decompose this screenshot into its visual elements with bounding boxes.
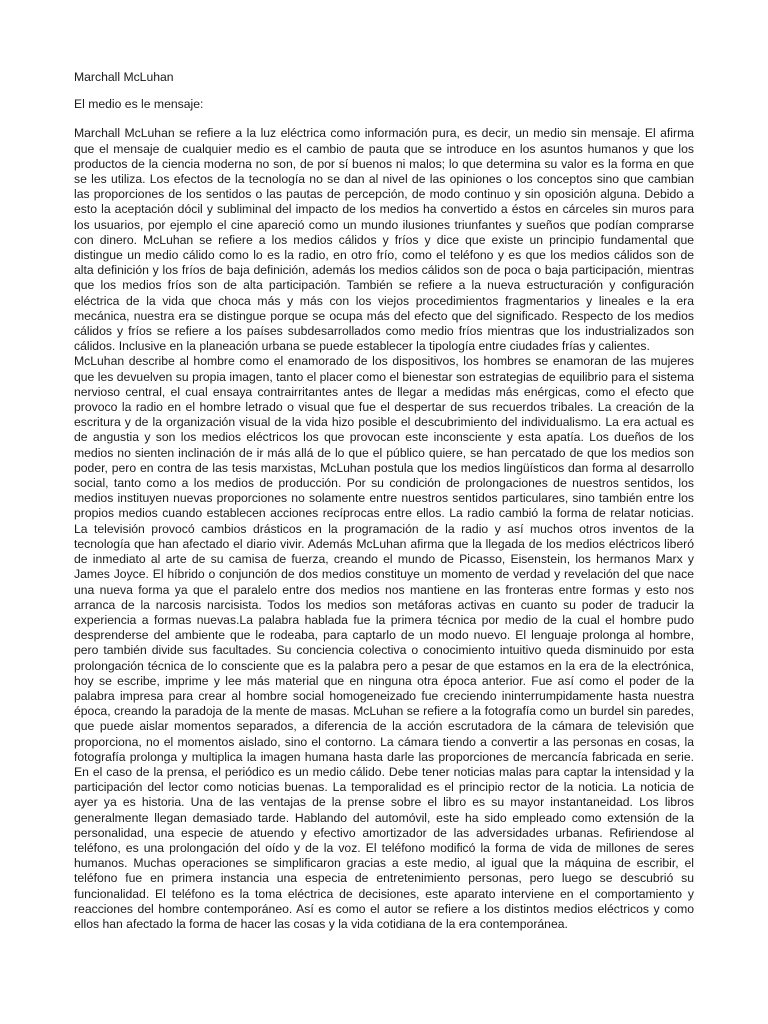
author-name: Marchall McLuhan <box>74 70 174 84</box>
document-page <box>74 70 694 932</box>
paragraph-main: McLuhan describe al hombre como el enamorado de los dispositivos, los hombres se enamoran de las mujeres que les devuelven su propia imagen, tanto el placer como el bienestar son estrategias de equilibrio para el sistema nervioso central, el cual ensaya contrairritantes antes de llegar a medidas más enérgicas, como el efecto que provoco la radio en el hombre letrado o visual que fue el despertar de sus recuerdos tribales. La creación de la escritura y de la organización visual de la vida hizo posible el descubrimiento del individualismo. La era actual es de angustia y son los medios eléctricos los que provocan este inconsciente y esta apatía. Los dueños de los medios no sienten inclinación de ir más allá de lo que el público quiere, se han percatado de que los medios son poder, pero en contra de las tesis marxistas, McLuhan postula que los medios lingüísticos dan forma al desarrollo social, tanto como a los medios de producción. Por su condición de prolongaciones de nuestros sentidos, los medios instituyen nuevas proporciones no solamente entre nuestros sentidos particulares, sino también entre los propios medios cuando establecen acciones recíprocas entre ellos. La radio cambió la forma de relatar noticias. La televisión provocó cambios drásticos en la programación de la radio y así muchos otros inventos de la tecnología que han afectado el diario vivir. Además McLuhan afirma que la llegada de los medios eléctricos liberó de inmediato al arte de su camisa de fuerza, creando el mundo de Picasso, Eisenstein, los hermanos Marx y James Joyce. El híbrido o conjunción de dos medios constituye un momento de verdad y revelación del que nace una nueva forma ya que el paralelo entre dos medios nos mantiene en las fronteras entre formas y esto nos arranca de la narcosis narcisista. Todos los medios son metáforas activas en cuanto su poder de traducir la experiencia a formas nuevas.La palabra hablada fue la primera técnica por medio de la cual el hombre pudo desprenderse del ambiente que le rodeaba, para captarlo de un modo nuevo. El lenguaje prolonga al hombre, pero también divide sus facultades. Su conciencia colectiva o conocimiento intuitivo queda disminuido por esta prolongación técnica de lo consciente que es la palabra pero a pesar de que estamos en la era de la electrónica, hoy se escribe, imprime y lee más material que en ninguna otra época anterior. Fue así como el poder de la palabra impresa para crear al hombre social homogeneizado fue creciendo ininterrumpidamente hasta nuestra época, creando la paradoja de la mente de masas. McLuhan se refiere a la fotografía como un burdel sin paredes, que puede aislar momentos separados, a diferencia de la acción escrutadora de la cámara de televisión que proporciona, no el momentos aislado, sino el contorno. La cámara tiendo a convertir a las personas en cosas, la fotografía prolonga y multiplica la imagen humana hasta darle las proporciones de mercancía fabricada en serie. En el caso de la prensa, el periódico es un medio cálido. Debe tener noticias malas para captar la intensidad y la participación del lector como noticias buenas. La temporalidad es el principio rector de la noticia. La noticia de ayer ya es historia. Una de las ventajas de la prense sobre el libro es su mayor instantaneidad. Los libros generalmente llegan demasiado tarde. Hablando del automóvil, este ha sido empleado como extensión de la personalidad, una especie de atuendo y efectivo amortizador de las adversidades urbanas. Refiriendose al teléfono, es una prolongación del oído y de la voz. El teléfono modificó la forma de vida de millones de seres humanos. Muchas operaciones se simplificaron gracias a este medio, al igual que la máquina de escribir, el teléfono fue en primera instancia una especia de entretenimiento personas, pero luego se descubrió su funcionalidad. El teléfono es la toma eléctrica de decisiones, este aparato interviene en el comportamiento y reacciones del hombre contemporáneo. Así es como el autor se refiere a los distintos medios eléctricos y como ellos han afectado la forma de hacer las cosas y la vida cotidiana de la era contemporánea. <box>74 354 694 931</box>
paragraph-intro: Marchall McLuhan se refiere a la luz eléctrica como información pura, es decir, un medio sin mensaje. El afirma que el mensaje de cualquier medio es el cambio de pauta que se introduce en los asuntos humanos y que los productos de la ciencia moderna no son, de por sí buenos ni malos; lo que determina su valor es la forma en que se les utiliza. Los efectos de la tecnología no se dan al nivel de las opiniones o los conceptos sino que cambian las proporciones de los sentidos o las pautas de percepción, de modo continuo y sin oposición alguna. Debido a esto la aceptación dócil y subliminal del impacto de los medios ha convertido a éstos en cárceles sin muros para los usuarios, por ejemplo el cine apareció como un mundo ilusiones triunfantes y sueños que podían comprarse con dinero. McLuhan se refiere a los medios cálidos y fríos y dice que existe un principio fundamental que distingue un medio cálido como lo es la radio, en otro frío, como el teléfono y es que los medios cálidos son de alta definición y los fríos de baja definición, además los medios cálidos son de poca o baja participación, mientras que los medios fríos son de alta participación. También se refiere a la nueva estructuración y configuración eléctrica de la vida que choca más y más con los viejos procedimientos fragmentarios y lineales e la era mecánica, nuestra era se distingue porque se ocupa más del efecto que del significado. Respecto de los medios cálidos y fríos se refiere a los países subdesarrollados como medio fríos mientras que los industrializados son cálidos. Inclusive en la planeación urbana se puede establecer la tipología entre ciudades frías y calientes. <box>74 126 694 354</box>
document-title: El medio es le mensaje: <box>74 97 204 112</box>
